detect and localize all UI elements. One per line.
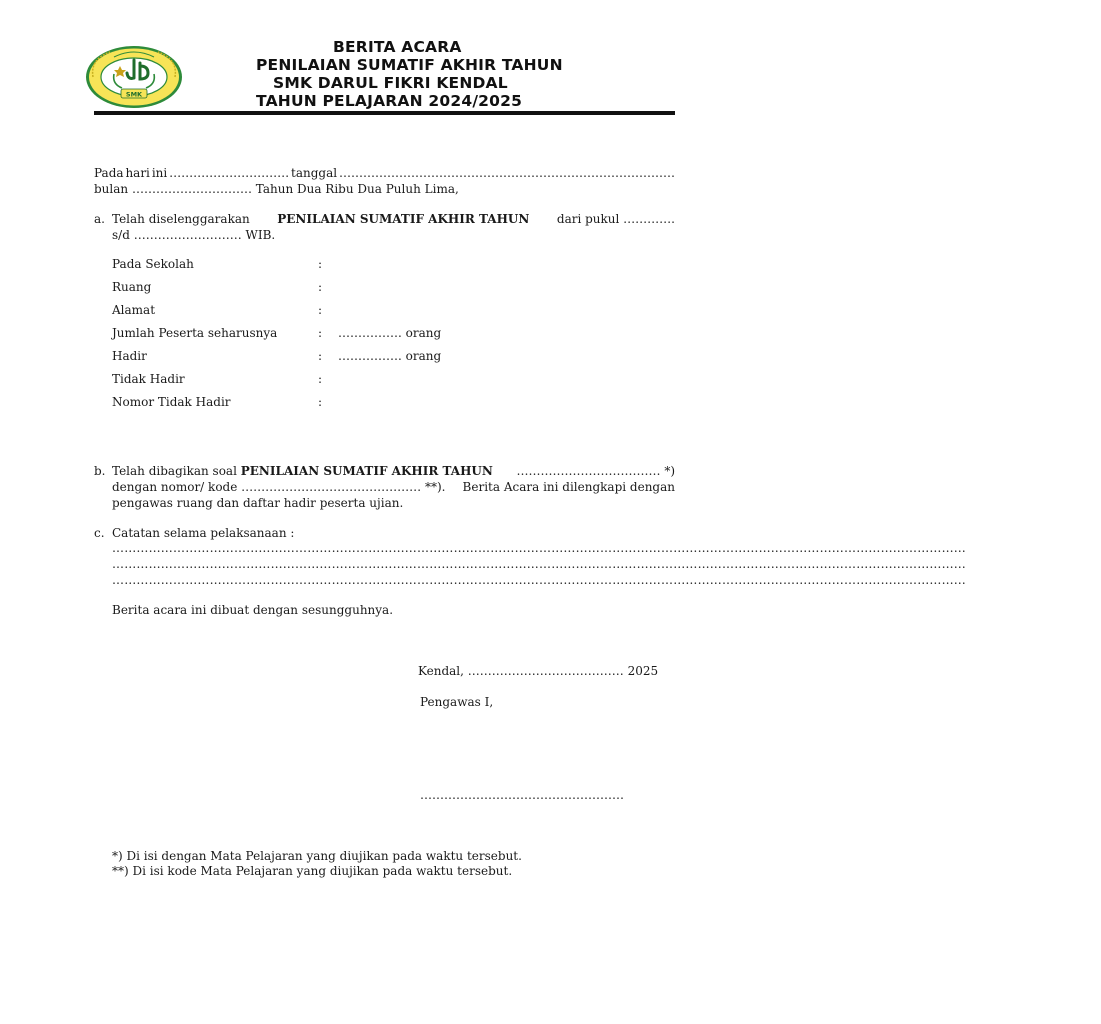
intro-line-2: bulan ………………………… Tahun Dua Ribu Dua Puluh Lima, (94, 182, 459, 196)
document-title: BERITA ACARA (333, 38, 462, 56)
school-logo (84, 44, 184, 110)
section-a-text: Telah diselenggarakan (112, 212, 250, 226)
section-b-text: Telah dibagikan soal (112, 464, 237, 478)
field-present-label: Hadir (112, 349, 147, 363)
intro-word: ini (151, 166, 168, 180)
field-colon: : (318, 349, 323, 363)
field-colon: : (318, 257, 323, 271)
intro-word: Pada (94, 166, 124, 180)
section-a-line-1 (112, 211, 675, 227)
date-blank: ………………………………………………………………………… (339, 166, 675, 180)
notes-line: ………………………………………………………………………………………………………………………………………………………………………………………… (112, 573, 966, 587)
section-b-line-3: pengawas ruang dan daftar hadir peserta ujian. (112, 496, 404, 510)
field-absent-label: Tidak Hadir (112, 372, 185, 386)
time-start-blank: dari pukul …………. (556, 212, 675, 226)
field-expected-participants-label: Jumlah Peserta seharusnya (112, 326, 278, 340)
academic-year: TAHUN PELAJARAN 2024/2025 (256, 92, 523, 110)
section-a-line-2: s/d ……………………… WIB. (112, 228, 276, 242)
logo-text: SMK (125, 90, 143, 99)
intro-line-1 (94, 165, 675, 181)
closing-statement: Berita acara ini dibuat dengan sesungguhnya. (112, 603, 394, 617)
header-divider (94, 111, 675, 115)
section-b-exam-name: PENILAIAN SUMATIF AKHIR TAHUN (240, 464, 493, 478)
day-blank: ………………………… (169, 166, 290, 180)
code-blank: dengan nomor/ kode ……………………………………… **). (112, 480, 446, 494)
field-colon: : (318, 395, 323, 409)
footnote-2: **) Di isi kode Mata Pelajaran yang diujikan pada waktu tersebut. (112, 864, 513, 878)
subject-blank: ……………………………… *) (516, 464, 675, 478)
field-present-value: ……………. orang (338, 349, 442, 363)
exam-title: PENILAIAN SUMATIF AKHIR TAHUN (256, 56, 563, 74)
field-colon: : (318, 280, 323, 294)
signer-role: Pengawas I, (420, 695, 494, 709)
section-a-marker: a. (94, 212, 105, 226)
signature-name-line: …………………………………………… (420, 788, 624, 802)
section-b-line-2 (112, 479, 675, 495)
intro-word: tanggal (291, 166, 338, 180)
footnote-1: *) Di isi dengan Mata Pelajaran yang diujikan pada waktu tersebut. (112, 849, 522, 863)
field-school-label: Pada Sekolah (112, 257, 194, 271)
field-absent-numbers-label: Nomor Tidak Hadir (112, 395, 231, 409)
school-name: SMK DARUL FIKRI KENDAL (273, 74, 508, 92)
notes-label: Catatan selama pelaksanaan : (112, 526, 295, 540)
school-emblem-icon (84, 44, 184, 110)
place-date: Kendal, ………………………………… 2025 (418, 664, 659, 678)
field-colon: : (318, 303, 323, 317)
section-b-text: Berita Acara ini dilengkapi dengan (462, 480, 675, 494)
intro-word: hari (125, 166, 150, 180)
field-colon: : (318, 326, 323, 340)
section-b-marker: b. (94, 464, 106, 478)
field-address-label: Alamat (112, 303, 156, 317)
section-a-exam-name: PENILAIAN SUMATIF AKHIR TAHUN (277, 212, 530, 226)
section-c-marker: c. (94, 526, 105, 540)
field-colon: : (318, 372, 323, 386)
field-room-label: Ruang (112, 280, 152, 294)
notes-line: ………………………………………………………………………………………………………………………………………………………………………………………… (112, 541, 966, 555)
section-b-line-1 (112, 463, 675, 479)
notes-line: ………………………………………………………………………………………………………………………………………………………………………………………… (112, 557, 966, 571)
field-expected-participants-value: ……………. orang (338, 326, 442, 340)
